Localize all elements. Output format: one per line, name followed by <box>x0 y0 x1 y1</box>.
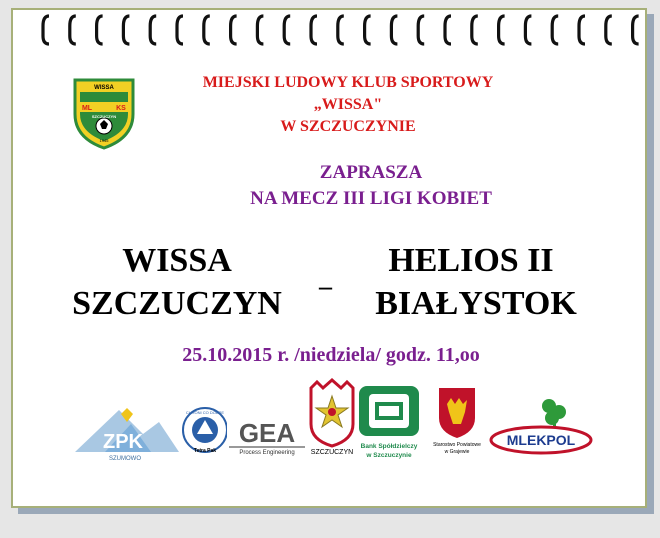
spiral-ring <box>123 16 129 44</box>
spiral-ring <box>70 16 76 44</box>
badge-year-text: 1945 <box>99 138 109 143</box>
badge-right-text: KS <box>116 105 126 112</box>
spiral-ring <box>552 16 558 44</box>
club-name-line2: „WISSA" <box>313 96 383 113</box>
szczuczyn-coat-of-arms <box>303 378 361 456</box>
home-team-line1: WISSA <box>122 242 232 279</box>
bank-line1-text: Bank Spółdzielczy <box>360 443 418 450</box>
spiral-ring <box>231 16 237 44</box>
club-name-line3: W SZCZUCZYNIE <box>280 118 416 135</box>
tetra-text: Tetra Pak <box>193 448 217 454</box>
zpk-logo <box>71 404 183 462</box>
spiral-ring <box>338 16 344 44</box>
spiral-binding <box>35 10 655 52</box>
szczuczyn-text: SZCZUCZYN <box>310 449 354 456</box>
spiral-ring <box>525 16 531 44</box>
invite-line2: NA MECZ III LIGI KOBIET <box>250 188 492 209</box>
gea-logo <box>227 412 307 456</box>
mlekpol-logo <box>489 394 599 456</box>
spiral-ring <box>311 16 317 44</box>
tetra-pak-logo <box>181 406 229 454</box>
zpk-text: ZPK <box>103 431 143 453</box>
spiral-ring <box>633 16 639 44</box>
tetra-ring-text: CHRONI CO DOBRE <box>185 410 225 415</box>
club-name-line1: MIEJSKI LUDOWY KLUB SPORTOWY <box>202 74 494 91</box>
away-team-line1: HELIOS II <box>388 242 554 279</box>
spiral-ring <box>150 16 156 44</box>
mlekpol-text: MLEKPOL <box>506 432 576 448</box>
spiral-ring <box>391 16 397 44</box>
home-team-line2: SZCZUCZYN <box>72 285 282 322</box>
match-separator: – <box>319 272 332 301</box>
spiral-ring <box>257 16 263 44</box>
bank-line2-text: w Szczuczynie <box>366 452 412 459</box>
invite-line1: ZAPRASZA <box>319 162 423 183</box>
spiral-ring <box>579 16 585 44</box>
gea-sub-text: Process Engineering <box>239 450 295 456</box>
spiral-ring <box>177 16 183 44</box>
spiral-ring <box>43 16 49 44</box>
spiral-ring <box>284 16 290 44</box>
poster-page <box>11 8 647 508</box>
badge-city-text: SZCZUCZYN <box>91 114 117 119</box>
badge-left-text: ML <box>81 105 93 112</box>
spiral-ring <box>97 16 103 44</box>
spiral-ring <box>418 16 424 44</box>
starostwo-line1-text: Starostwo Powiatowe <box>433 442 481 448</box>
spiral-ring <box>365 16 371 44</box>
spiral-ring <box>204 16 210 44</box>
spiral-ring <box>499 16 505 44</box>
badge-top-text: WISSA <box>94 85 114 91</box>
spiral-ring <box>606 16 612 44</box>
away-team-line2: BIAŁYSTOK <box>375 285 577 322</box>
gea-text: GEA <box>238 418 296 448</box>
starostwo-line2-text: w Grajewie <box>444 449 470 455</box>
spiral-ring <box>445 16 451 44</box>
match-date-time: 25.10.2015 r. /niedziela/ godz. 11,oo <box>182 344 480 366</box>
club-badge-icon <box>71 74 137 150</box>
zpk-sub-text: SZUMOWO <box>109 456 141 462</box>
bank-logo <box>355 382 423 462</box>
starostwo-logo <box>427 384 487 456</box>
spiral-ring <box>472 16 478 44</box>
